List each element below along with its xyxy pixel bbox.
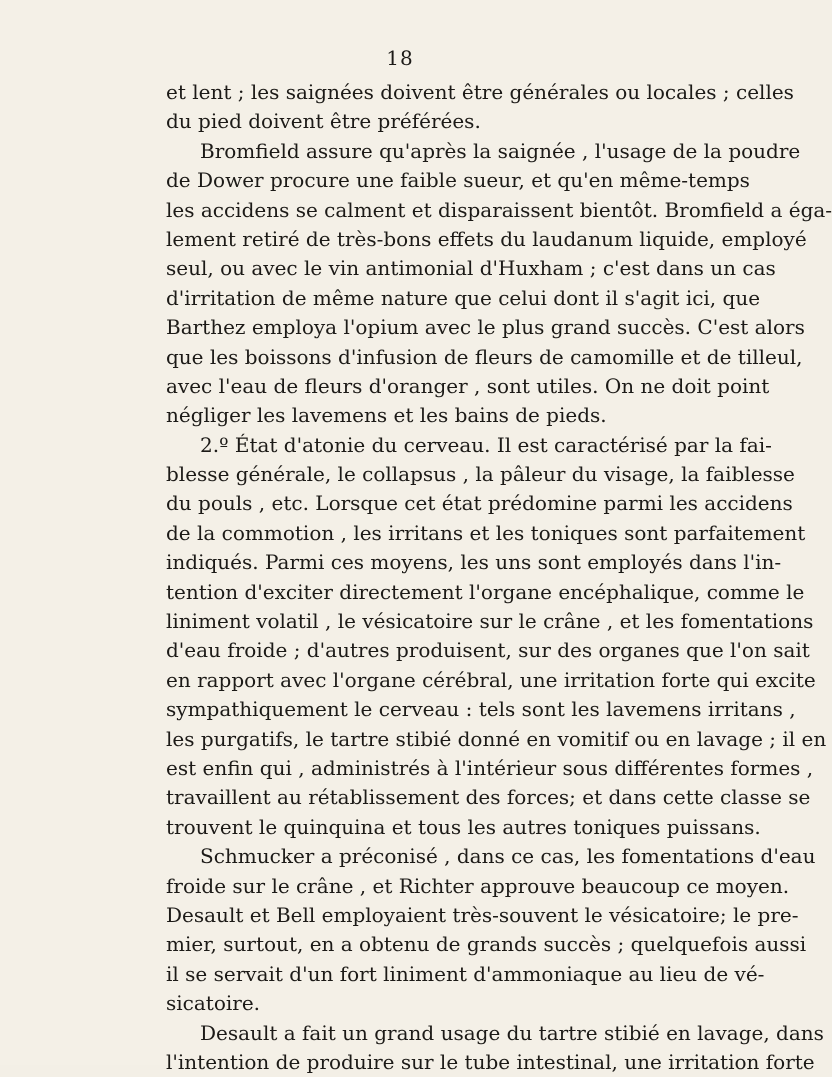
- text-line: [166, 695, 796, 724]
- text-line-content: il se servait d'un fort liniment d'ammoniaque au lieu de vé-: [166, 961, 765, 986]
- text-line: [166, 78, 794, 107]
- text-line-content: les accidens se calment et disparaissent bientôt. Bromfield a éga-: [166, 197, 832, 222]
- text-line: [166, 666, 816, 695]
- text-line-content: tention d'exciter directement l'organe encéphalique, comme le: [166, 579, 805, 604]
- text-line: [166, 460, 795, 489]
- text-line-content: indiqués. Parmi ces moyens, les uns sont employés dans l'in-: [166, 550, 782, 575]
- text-line: [166, 313, 805, 342]
- body-text: [166, 78, 832, 1077]
- text-line-content: l'intention de produire sur le tube intestinal, une irritation forte: [166, 1049, 815, 1074]
- text-line-content: avec l'eau de fleurs d'oranger , sont utiles. On ne doit point: [166, 373, 770, 398]
- text-line-content: seul, ou avec le vin antimonial d'Huxham ; c'est dans un cas: [166, 256, 776, 281]
- text-line-content: 2.º État d'atonie du cerveau. Il est caractérisé par la fai-: [200, 432, 772, 457]
- text-line: [166, 519, 806, 548]
- text-line: [166, 842, 816, 871]
- text-line-content: d'irritation de même nature que celui dont il s'agit ici, que: [166, 285, 761, 310]
- text-line-content: Desault a fait un grand usage du tartre stibié en lavage, dans: [200, 1020, 824, 1045]
- text-line: [166, 343, 803, 372]
- text-line-content: que les boissons d'infusion de fleurs de camomille et de tilleul,: [166, 344, 803, 369]
- text-line: [166, 607, 814, 636]
- text-line: [166, 813, 761, 842]
- text-line: [166, 284, 761, 313]
- text-line: [166, 754, 814, 783]
- text-line-content: en rapport avec l'organe cérébral, une irritation forte qui excite: [166, 667, 816, 692]
- text-line: [166, 225, 807, 254]
- text-line: [166, 196, 832, 225]
- text-line: [166, 725, 827, 754]
- text-line: [166, 254, 776, 283]
- text-line: [166, 960, 765, 989]
- text-line-content: sicatoire.: [166, 991, 261, 1016]
- text-line: [166, 107, 738, 136]
- text-line: [166, 372, 770, 401]
- text-line: [166, 930, 807, 959]
- text-line-content: froide sur le crâne , et Richter approuve beaucoup ce moyen.: [166, 873, 790, 898]
- text-line-content: mier, surtout, en a obtenu de grands succès ; quelquefois aussi: [166, 932, 807, 957]
- text-line: [166, 166, 750, 195]
- text-line: [166, 783, 811, 812]
- text-line-content: d'eau froide ; d'autres produisent, sur des organes que l'on sait: [166, 638, 810, 663]
- text-line: [166, 1019, 824, 1048]
- text-line: [166, 1048, 815, 1077]
- page-number: 18: [386, 46, 414, 70]
- text-line-content: de Dower procure une faible sueur, et qu'en même-temps: [166, 168, 750, 193]
- text-line-content: sympathiquement le cerveau : tels sont les lavemens irritans ,: [166, 697, 796, 722]
- text-line: [166, 489, 793, 518]
- text-line-content: Bromfield assure qu'après la saignée , l'usage de la poudre: [200, 138, 801, 163]
- text-line: [166, 548, 782, 577]
- text-line-content: et lent ; les saignées doivent être générales ou locales ; celles: [166, 80, 794, 104]
- text-line-content: les purgatifs, le tartre stibié donné en vomitif ou en lavage ; il en: [166, 726, 827, 751]
- text-line: [166, 431, 772, 460]
- text-line-content: Desault et Bell employaient très-souvent le vésicatoire; le pre-: [166, 902, 799, 927]
- text-line-content: blesse générale, le collapsus , la pâleur du visage, la faiblesse: [166, 462, 795, 487]
- text-line: [166, 872, 790, 901]
- text-line-content: du pied doivent être préférées.: [166, 109, 481, 134]
- text-line-content: Barthez employa l'opium avec le plus grand succès. C'est alors: [166, 315, 805, 340]
- text-line-content: négliger les lavemens et les bains de pieds.: [166, 403, 607, 428]
- text-line-content: travaillent au rétablissement des forces; et dans cette classe se: [166, 785, 811, 810]
- text-line: [166, 137, 801, 166]
- text-line-content: liniment volatil , le vésicatoire sur le crâne , et les fomentations: [166, 609, 814, 634]
- text-line-content: de la commotion , les irritans et les toniques sont parfaitement: [166, 520, 806, 545]
- text-line-content: est enfin qui , administrés à l'intérieur sous différentes formes ,: [166, 755, 814, 780]
- text-line: [166, 901, 799, 930]
- text-line-content: Schmucker a préconisé , dans ce cas, les fomentations d'eau: [200, 844, 816, 869]
- text-line-content: lement retiré de très-bons effets du laudanum liquide, employé: [166, 226, 807, 251]
- text-line-content: du pouls , etc. Lorsque cet état prédomine parmi les accidens: [166, 491, 793, 516]
- text-line: [166, 578, 805, 607]
- text-line-content: trouvent le quinquina et tous les autres toniques puissans.: [166, 814, 761, 839]
- text-line: [166, 989, 738, 1018]
- text-line: [166, 636, 810, 665]
- text-line: [166, 401, 738, 430]
